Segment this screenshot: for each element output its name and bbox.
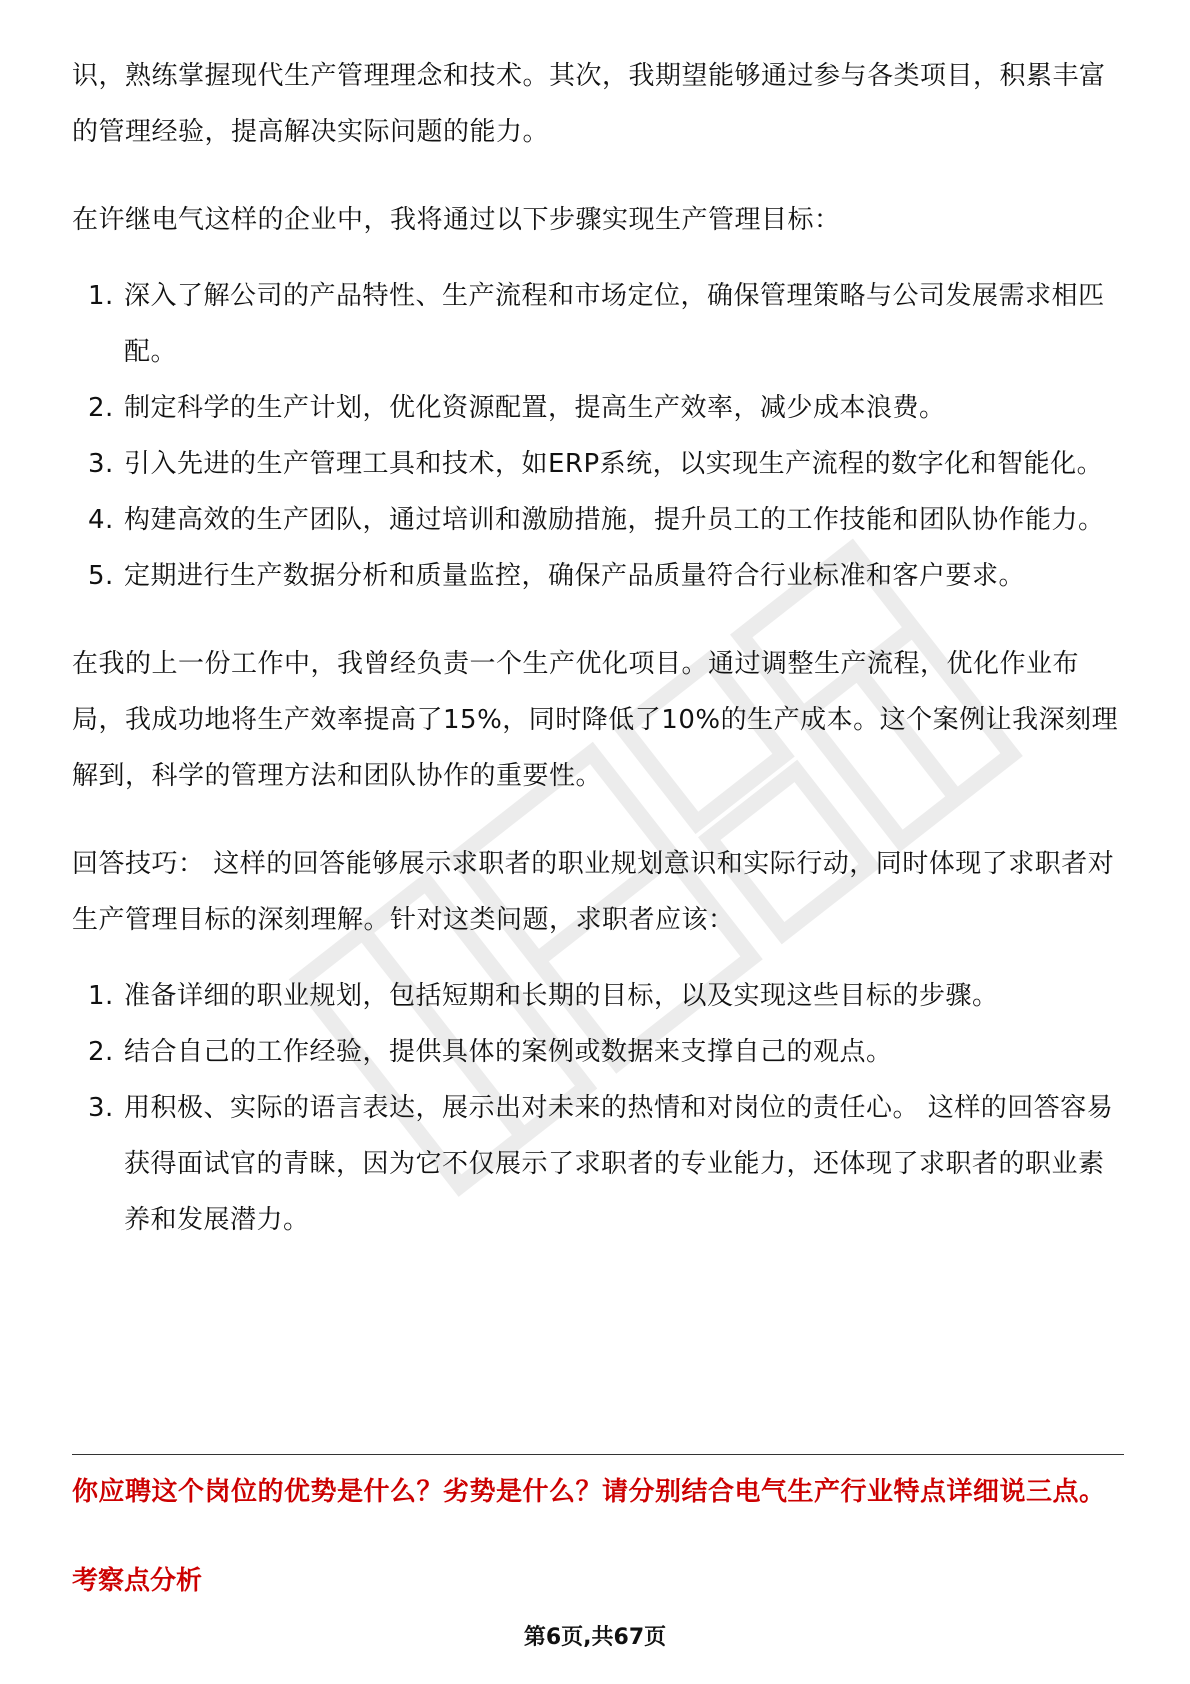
list-item — [72, 1024, 1122, 1080]
list-item — [72, 268, 1122, 380]
list-number: 5. — [88, 561, 114, 591]
section-divider — [72, 1454, 1124, 1455]
intro-paragraph: 识，熟练掌握现代生产管理理念和技术。其次，我期望能够通过参与各类项目，积累丰富的管理经验，提高解决实际问题的能力。 — [72, 61, 1106, 147]
list-item-text: 制定科学的生产计划，优化资源配置，提高生产效率，减少成本浪费。 — [124, 393, 946, 423]
list-item — [72, 1080, 1122, 1248]
list-number: 4. — [88, 505, 114, 535]
list-number: 3. — [88, 449, 114, 479]
analysis-heading: 考察点分析 — [72, 1566, 203, 1596]
list-item — [72, 492, 1122, 548]
main-content — [72, 48, 1122, 1280]
list-item-text: 用积极、实际的语言表达，展示出对未来的热情和对岗位的责任心。 这样的回答容易获得面试官的青睐，因为它不仅展示了求职者的专业能力，还体现了求职者的职业素养和发展潜力。 — [124, 1093, 1114, 1235]
experience-paragraph: 在我的上一份工作中，我曾经负责一个生产优化项目。通过调整生产流程，优化作业布局，我成功地将生产效率提高了15%，同时降低了10%的生产成本。这个案例让我深刻理解到，科学的管理方法和团队协作的重要性。 — [72, 649, 1119, 791]
tips-list — [72, 968, 1122, 1248]
list-item-text: 定期进行生产数据分析和质量监控，确保产品质量符合行业标准和客户要求。 — [124, 561, 1026, 591]
list-item-text: 结合自己的工作经验，提供具体的案例或数据来支撑自己的观点。 — [124, 1037, 893, 1067]
list-number: 1. — [88, 281, 114, 311]
steps-intro-paragraph: 在许继电气这样的企业中，我将通过以下步骤实现生产管理目标： — [72, 205, 841, 235]
list-number: 3. — [88, 1093, 114, 1123]
list-item — [72, 380, 1122, 436]
tips-paragraph: 回答技巧： 这样的回答能够展示求职者的职业规划意识和实际行动，同时体现了求职者对生产管理目标的深刻理解。针对这类问题，求职者应该： — [72, 849, 1115, 935]
steps-list — [72, 268, 1122, 604]
list-number: 1. — [88, 981, 114, 1011]
next-question-heading: 你应聘这个岗位的优势是什么？劣势是什么？请分别结合电气生产行业特点详细说三点。 — [72, 1477, 1106, 1507]
list-number: 2. — [88, 1037, 114, 1067]
list-item — [72, 968, 1122, 1024]
list-item-text: 引入先进的生产管理工具和技术，如ERP系统，以实现生产流程的数字化和智能化。 — [124, 449, 1104, 479]
list-item-text: 构建高效的生产团队，通过培训和激励措施，提升员工的工作技能和团队协作能力。 — [124, 505, 1105, 535]
list-item — [72, 436, 1122, 492]
page-number-footer: 第6页,共67页 — [523, 1625, 667, 1650]
list-number: 2. — [88, 393, 114, 423]
list-item-text: 深入了解公司的产品特性、生产流程和市场定位，确保管理策略与公司发展需求相匹配。 — [124, 281, 1105, 367]
list-item-text: 准备详细的职业规划，包括短期和长期的目标，以及实现这些目标的步骤。 — [124, 981, 999, 1011]
list-item — [72, 548, 1122, 604]
